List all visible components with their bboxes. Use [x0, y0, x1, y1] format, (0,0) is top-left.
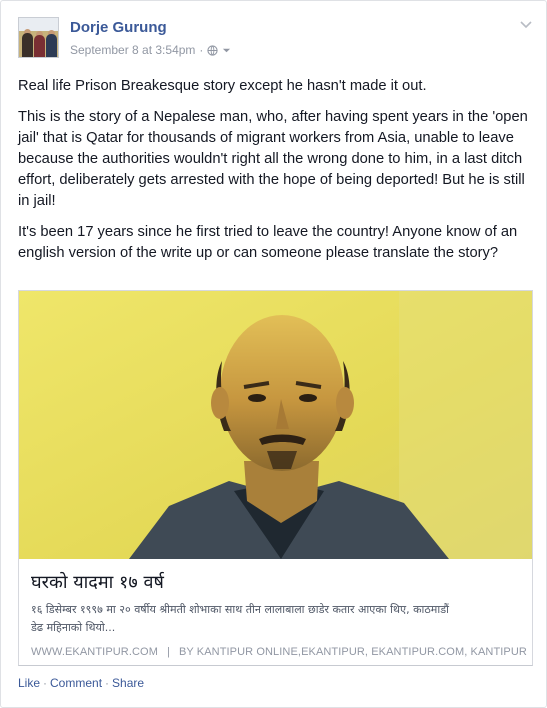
audience-caret-icon[interactable] — [222, 46, 231, 55]
link-description-line: १६ डिसेम्बर १९९७ मा २० वर्षीय श्रीमती शोभाका साथ तीन लालाबाला छाडेर कतार आएका थिए, काठमाडौं — [31, 603, 449, 616]
post-timestamp[interactable]: September 8 at 3:54pm — [70, 43, 196, 57]
post-paragraph: It's been 17 years since he first tried to leave the country! Anyone know of an english version of the write up or can someone please translate the story? — [18, 224, 518, 261]
chevron-down-icon[interactable] — [520, 21, 532, 29]
source-separator: | — [166, 646, 170, 658]
share-link[interactable]: Share — [112, 676, 145, 690]
post-body — [18, 76, 533, 274]
comment-link[interactable]: Comment — [50, 676, 103, 690]
link-preview-text[interactable] — [31, 570, 531, 658]
action-separator: · — [43, 676, 48, 690]
link-source — [31, 646, 531, 658]
post-paragraph: This is the story of a Nepalese man, who, after having spent years in the 'open jail' that is Qatar for thousands of migrant workers from Asia, unable to leave because the authorities wouldn't right all the wrong done to him, in a last ditch effort, deliberately gets arrested with the hope of being deported! But he is still in jail! — [18, 109, 528, 209]
globe-icon[interactable] — [207, 45, 218, 56]
avatar-person — [34, 35, 45, 58]
link-title[interactable]: घरको यादमा १७ वर्ष — [31, 572, 164, 593]
post-paragraph: Real life Prison Breakesque story except he hasn't made it out. — [18, 78, 427, 94]
man-portrait-image — [19, 291, 532, 559]
link-description-line: डेढ महिनाको थियो... — [31, 621, 116, 634]
meta-separator: · — [199, 43, 204, 57]
post-meta — [70, 43, 231, 57]
avatar-person — [46, 34, 57, 58]
post-actions — [18, 676, 144, 690]
link-byline: BY KANTIPUR ONLINE,EKANTIPUR, EKANTIPUR.COM, KANTIPUR — [178, 646, 527, 658]
author-name-link[interactable]: Dorje Gurung — [70, 19, 167, 36]
avatar-person — [22, 33, 33, 58]
action-separator: · — [105, 676, 110, 690]
link-description — [31, 601, 531, 637]
link-preview-image[interactable] — [19, 291, 532, 559]
link-domain: WWW.EKANTIPUR.COM — [31, 646, 158, 658]
like-link[interactable]: Like — [18, 676, 41, 690]
link-preview-card[interactable] — [18, 290, 533, 666]
author-avatar[interactable] — [18, 17, 59, 58]
